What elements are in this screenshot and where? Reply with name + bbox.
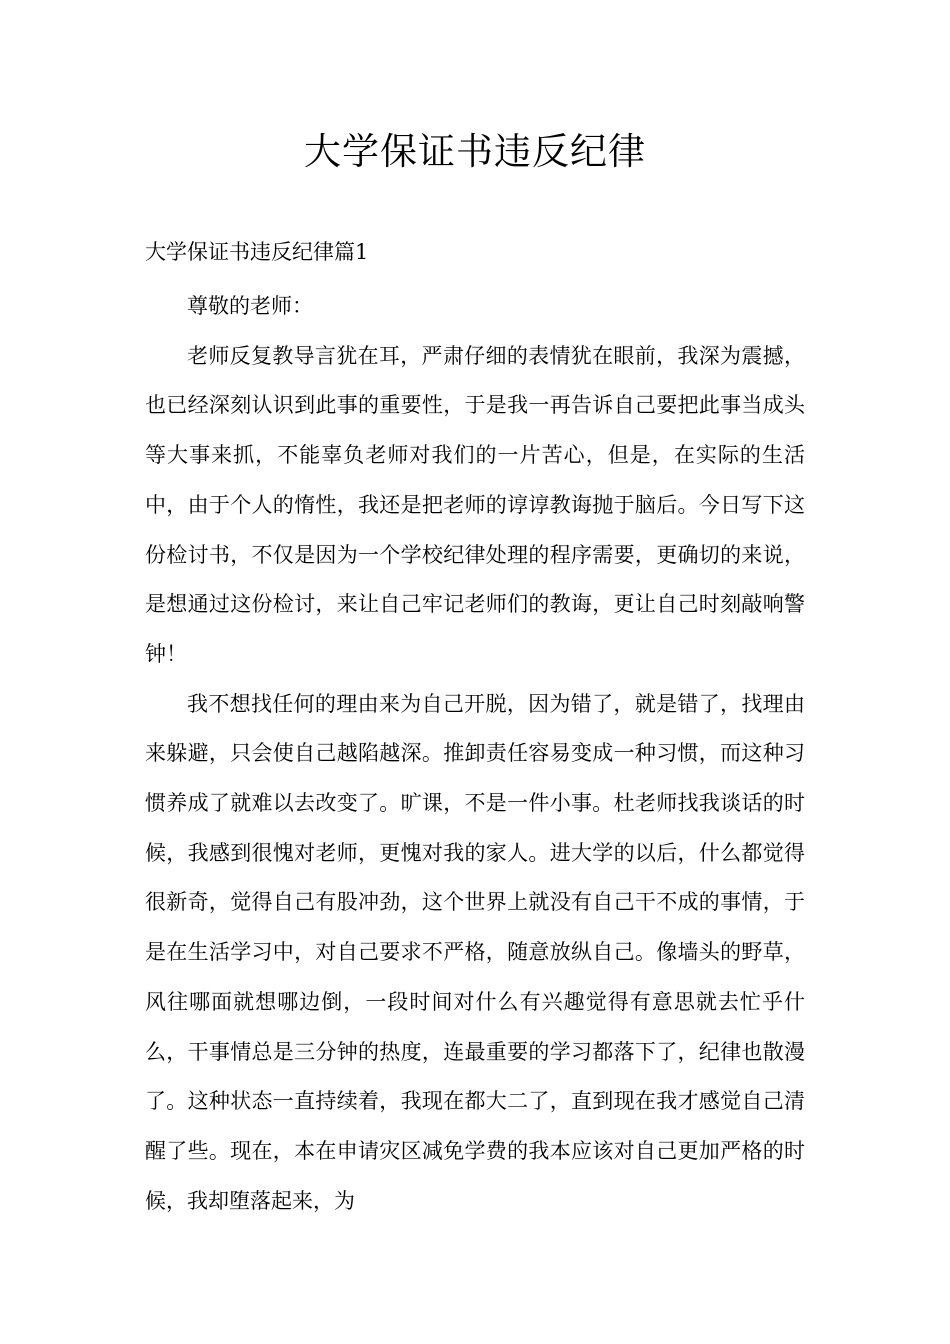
- document-body: [145, 282, 805, 1226]
- paragraph: 我不想找任何的理由来为自己开脱，因为错了，就是错了，找理由来躲避，只会使自己越陷越深。推卸责任容易变成一种习惯，而这种习惯养成了就难以去改变了。旷课，不是一件小事。杜老师找我谈话的时候，我感到很愧对老师，更愧对我的家人。进大学的以后，什么都觉得很新奇，觉得自己有股冲劲，这个世界上就没有自己干不成的事情，于是在生活学习中，对自己要求不严格，随意放纵自己。像墙头的野草，风往哪面就想哪边倒，一段时间对什么有兴趣觉得有意思就去忙乎什么，干事情总是三分钟的热度，连最重要的学习都落下了，纪律也散漫了。这种状态一直持续着，我现在都大二了，直到现在我才感觉自己清醒了些。现在，本在申请灾区减免学费的我本应该对自己更加严格的时候，我却堕落起来，为: [145, 691, 805, 1213]
- section-heading: 大学保证书违反纪律篇1: [145, 240, 369, 264]
- document-title: 大学保证书违反纪律: [304, 130, 646, 173]
- salutation: 尊敬的老师：: [187, 294, 313, 318]
- paragraph: 老师反复教导言犹在耳，严肃仔细的表情犹在眼前，我深为震撼，也已经深刻认识到此事的重要性，于是我一再告诉自己要把此事当成头等大事来抓，不能辜负老师对我们的一片苦心，但是，在实际的生活中，由于个人的惰性，我还是把老师的谆谆教诲抛于脑后。今日写下这份检讨书，不仅是因为一个学校纪律处理的程序需要，更确切的来说，是想通过这份检讨，来让自己牢记老师们的教诲，更让自己时刻敲响警钟！: [145, 343, 805, 666]
